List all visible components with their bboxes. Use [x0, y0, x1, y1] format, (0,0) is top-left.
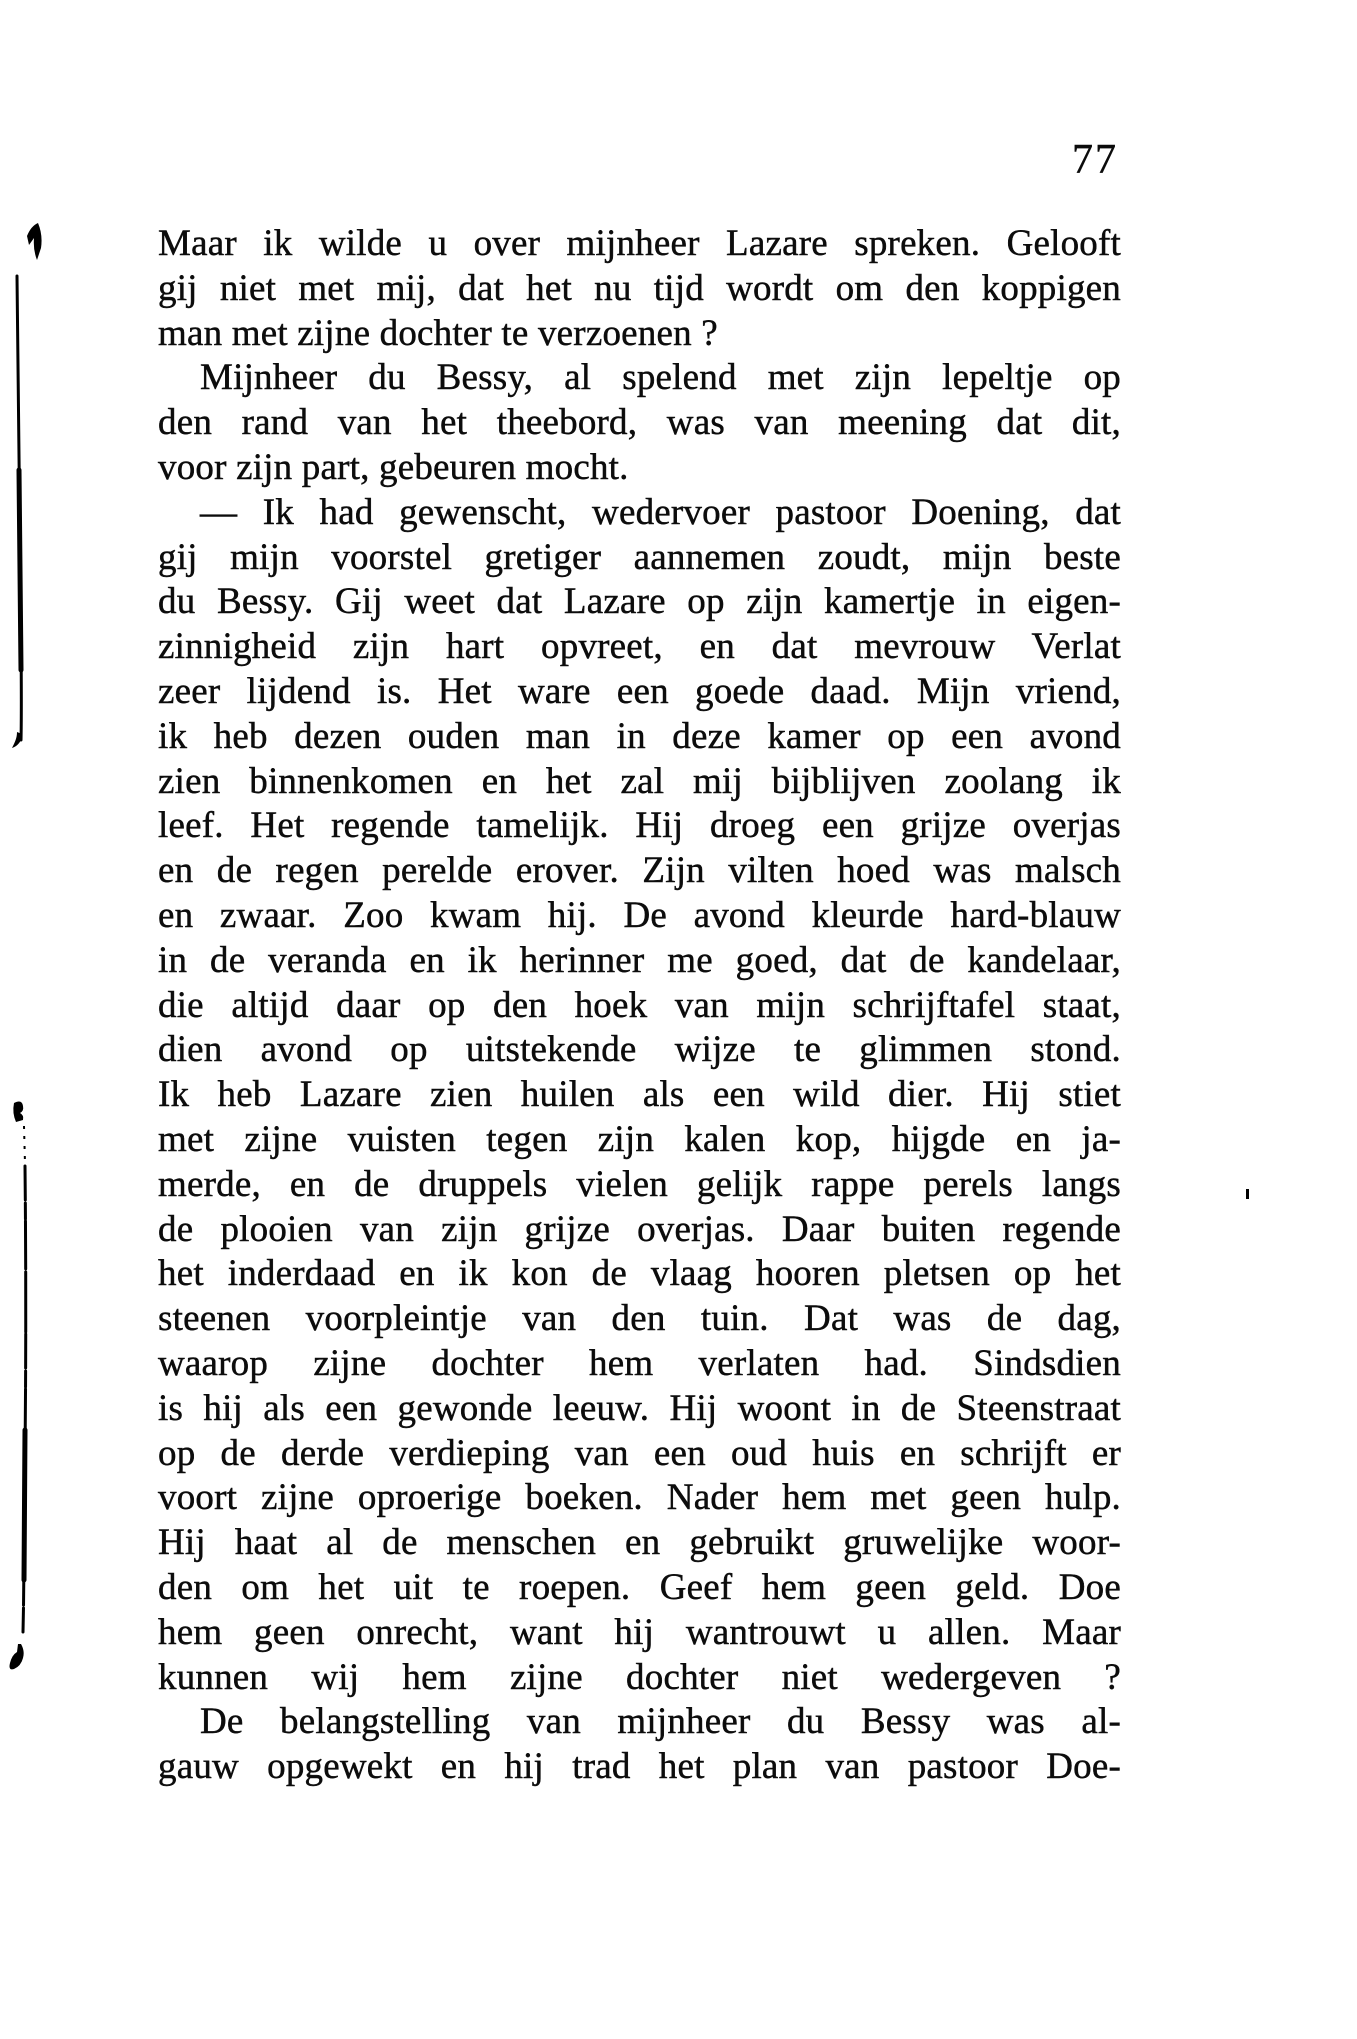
text-line: hem geen onrecht, want hij wantrouwt u allen. Maar [158, 1611, 1121, 1653]
text-line: leef. Het regende tamelijk. Hij droeg een grijze overjas [158, 805, 1121, 847]
text-line: is hij als een gewonde leeuw. Hij woont in de Steenstraat [158, 1387, 1121, 1429]
text-line: den rand van het theebord, was van meening dat dit, [158, 402, 1121, 444]
text-line: gauw opgewekt en hij trad het plan van pastoor Doe- [158, 1746, 1121, 1788]
text-line: waarop zijne dochter hem verlaten had. Sindsdien [158, 1342, 1121, 1384]
body-text [158, 222, 1121, 1790]
text-line: merde, en de druppels vielen gelijk rappe perels langs [158, 1163, 1121, 1205]
text-line: Hij haat al de menschen en gebruikt gruwelijke woor- [158, 1522, 1121, 1564]
text-line: De belangstelling van mijnheer du Bessy was al- [200, 1701, 1121, 1743]
text-line: en de regen perelde erover. Zijn vilten hoed was malsch [158, 850, 1121, 892]
text-line: steenen voorpleintje van den tuin. Dat was de dag, [158, 1298, 1121, 1340]
scan-artifact-bottom-blob [10, 1644, 24, 1669]
text-line: de plooien van zijn grijze overjas. Daar buiten regende [158, 1208, 1121, 1250]
scan-artifact-top-hook [27, 223, 42, 260]
text-line: in de veranda en ik herinner me goed, dat de kandelaar, [158, 939, 1121, 981]
text-line: ik heb dezen ouden man in deze kamer op een avond [158, 715, 1121, 757]
text-line: man met zijne dochter te verzoenen ? [158, 312, 718, 354]
scan-artifact-gutter-hook-upper [12, 732, 22, 748]
scan-artifact-gutter-line-lower [23, 1166, 26, 1632]
text-line: Mijnheer du Bessy, al spelend met zijn lepeltje op [200, 357, 1121, 399]
text-line: gij niet met mij, dat het nu tijd wordt om den koppigen [158, 267, 1121, 309]
text-line: kunnen wij hem zijne dochter niet wedergeven ? [158, 1656, 1121, 1698]
text-line: gij mijn voorstel gretiger aannemen zoudt, mijn beste [158, 536, 1121, 578]
text-line: het inderdaad en ik kon de vlaag hooren pletsen op het [158, 1253, 1121, 1295]
scan-artifact-gutter-line-upper-thick [19, 470, 21, 670]
scan-artifact-gutter-line-dotted [24, 1126, 25, 1164]
text-line: zien binnenkomen en het zal mij bijblijven zoolang ik [158, 760, 1121, 802]
text-line: du Bessy. Gij weet dat Lazare op zijn kamertje in eigen- [158, 581, 1121, 623]
scan-artifact-squiggle [13, 1102, 23, 1122]
text-line: — Ik had gewenscht, wedervoer pastoor Doening, dat [200, 491, 1121, 533]
text-line: den om het uit te roepen. Geef hem geen geld. Doe [158, 1566, 1121, 1608]
scan-artifact-gutter-line-lower-thick [24, 1430, 25, 1580]
text-line: die altijd daar op den hoek van mijn schrijftafel staat, [158, 984, 1121, 1026]
text-line: voort zijne oproerige boeken. Nader hem met geen hulp. [158, 1477, 1121, 1519]
scan-artifact-right-tick [1246, 1189, 1249, 1199]
text-line: Maar ik wilde u over mijnheer Lazare spreken. Gelooft [158, 223, 1121, 264]
text-line: zeer lijdend is. Het ware een goede daad. Mijn vriend, [158, 670, 1121, 712]
text-line: en zwaar. Zoo kwam hij. De avond kleurde hard-blauw [158, 894, 1121, 936]
text-line: met zijne vuisten tegen zijn kalen kop, hijgde en ja- [158, 1118, 1121, 1160]
text-line: voor zijn part, gebeuren mocht. [158, 446, 629, 488]
page-number: 77 [1072, 137, 1118, 183]
text-line: dien avond op uitstekende wijze te glimmen stond. [158, 1029, 1121, 1071]
scan-artifact-gutter-line-upper [17, 276, 21, 740]
text-line: Ik heb Lazare zien huilen als een wild dier. Hij stiet [158, 1074, 1121, 1116]
text-line: zinnigheid zijn hart opvreet, en dat mevrouw Verlat [158, 626, 1121, 668]
text-line: op de derde verdieping van een oud huis en schrijft er [158, 1432, 1121, 1474]
